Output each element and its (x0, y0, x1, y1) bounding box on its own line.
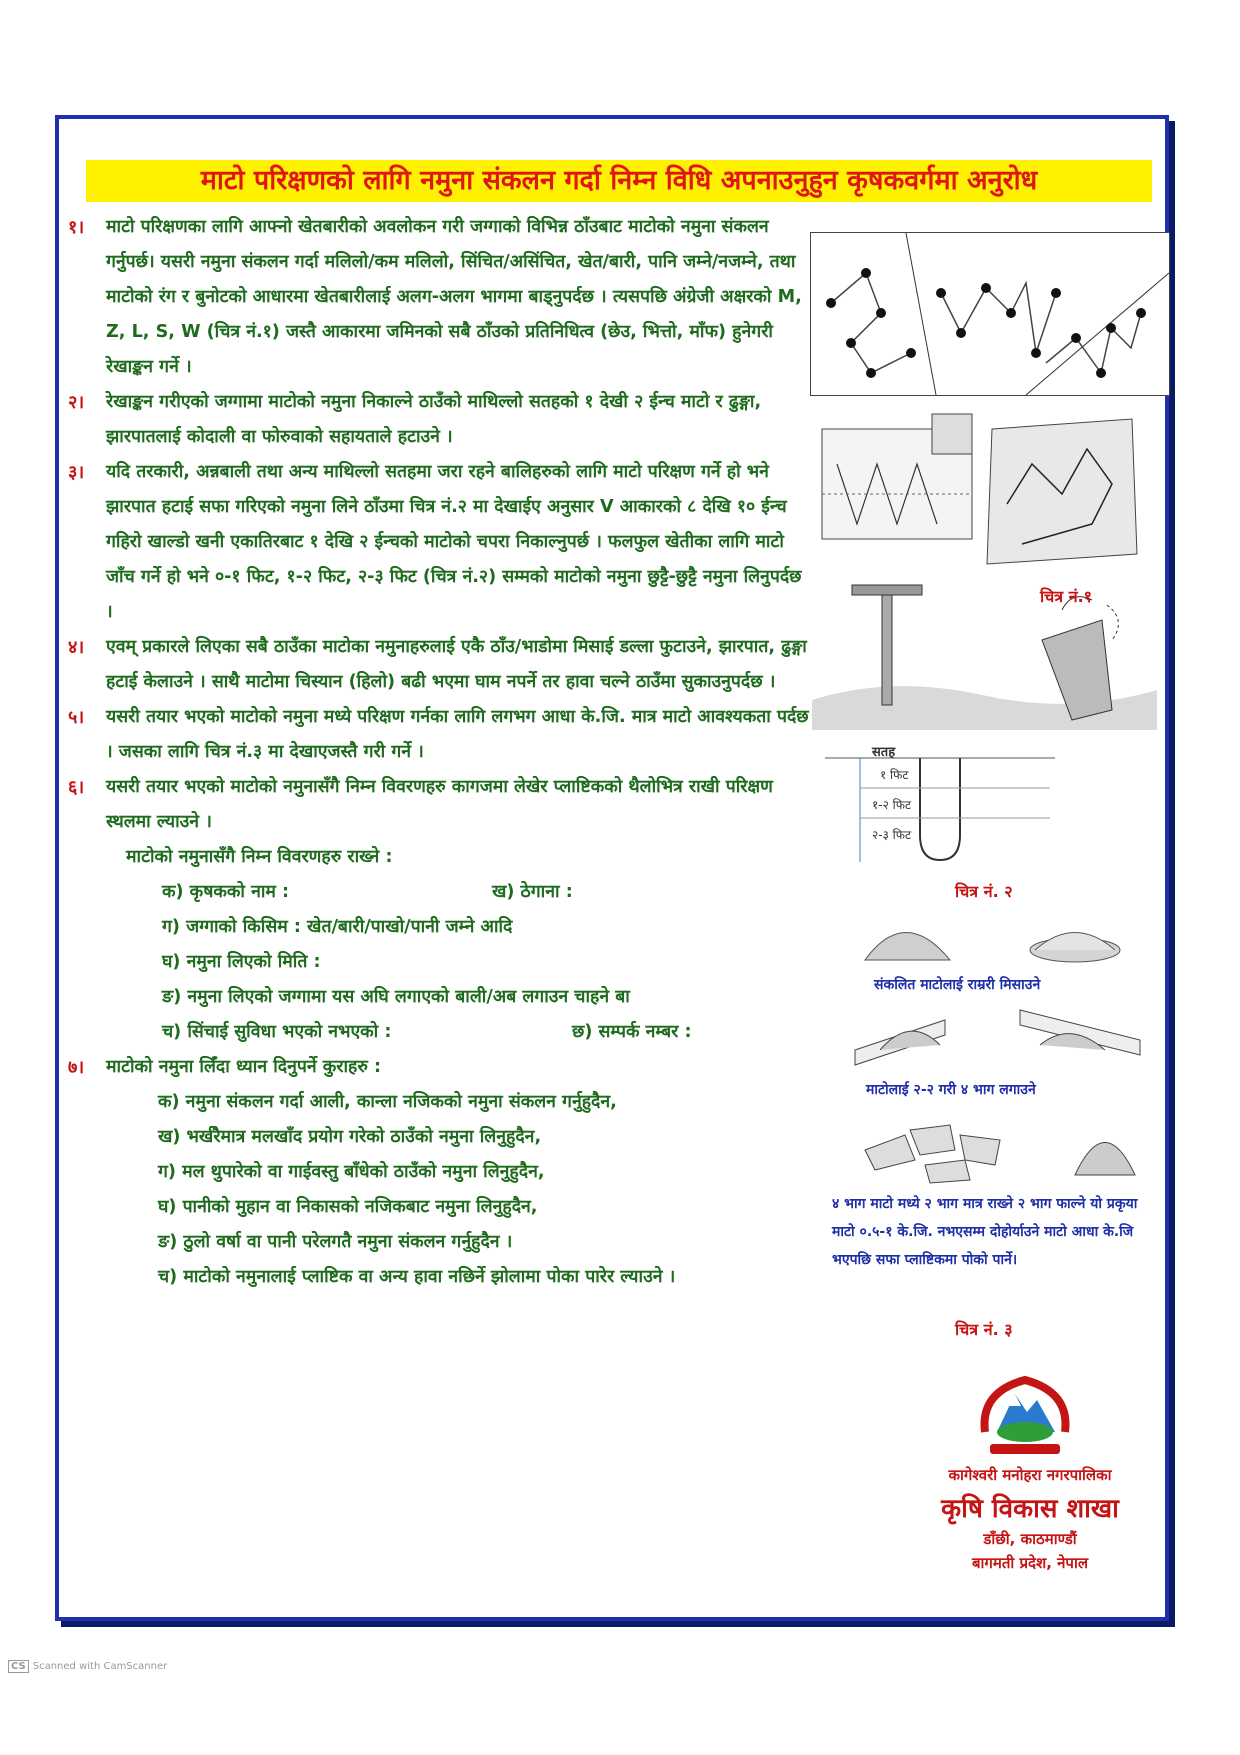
depth-profile-figure (820, 740, 1060, 865)
caution-1: क) नमुना संकलन गर्दा आली, कान्ला नजिकको नमुना संकलन गर्नुहुदैन, (158, 1092, 617, 1112)
item-text: एवम् प्रकारले लिएका सबै ठाउँका माटोका नमुनाहरुलाई एकै ठाँउ/भाडोमा मिसाई डल्ला फुटाउने, झारपात, ढुङ्गा हटाई केलाउने । साथै माटोमा चिस्यान (हिलो) बढी भएमा घाम नपर्ने तर हावा चल्ने ठाउँमा सुकाउनुपर्दछ । (106, 637, 807, 692)
caution-6: च) माटोको नमुनालाई प्लाष्टिक वा अन्य हावा नछिर्ने झोलामा पोका पारेर ल्याउने । (158, 1267, 676, 1287)
detail-crop: ङ) नमुना लिएको जग्गामा यस अघि लगाएको बाली/अब लगाउन चाहने बा (162, 987, 630, 1007)
item-number: ६। (68, 777, 85, 798)
item-1 (68, 210, 813, 385)
detail-address: ख) ठेगाना : (492, 882, 573, 902)
nepal-emblem-logo (975, 1372, 1075, 1458)
item-text: रेखाङ्कन गरीएको जग्गामा माटोको नमुना निकाल्ने ठाउँको माथिल्लो सतहको १ देखी २ ईन्च माटो र ढुङ्गा, झारपातलाई कोदाली वा फोरुवाको सहायताले हटाउने । (106, 392, 762, 447)
item-text: माटो परिक्षणका लागि आफ्नो खेतबारीको अवलोकन गरी जग्गाको विभिन्न ठाँउबाट माटोको नमुना संकलन गर्नुपर्छ। यसरी नमुना संकलन गर्दा मलिलो/कम मलिलो, सिंचित/असिंचित, खेत/बारी, पानि जम्ने/नजम्ने, तथा माटोको रंग र बुनोटको आधारमा खेतबारीलाई अलग-अलग भागमा बाड्नुपर्दछ । त्यसपछि अंग्रेजी अक्षरको M, Z, L, S, W (चित्र नं.१) जस्तै आकारमा जमिनको सबै ठाँउको प्रतिनिधित्व (छेउ, भित्तो, माँफ) हुनेगरी रेखाङ्कन गर्ने । (106, 217, 802, 377)
org-address-1: डाँछी, काठमाण्डौं (983, 1530, 1077, 1548)
soil-heap-figure (855, 905, 1145, 965)
figure-2-caption: चित्र नं. २ (955, 882, 1013, 901)
item-number: ५। (68, 707, 85, 728)
item-4 (68, 630, 813, 700)
item-text: यसरी तयार भएको माटोको नमुनासँगै निम्न विवरणहरु कागजमा लेखेर प्लाष्टिकको थैलोभित्र राखी परिक्षण स्थलमा ल्याउने । (106, 777, 773, 832)
details-row-1 (68, 875, 813, 910)
item-text: यदि तरकारी, अन्नबाली तथा अन्य माथिल्लो सतहमा जरा रहने बालिहरुको लागि माटो परिक्षण गर्ने हो भने झारपात हटाई सफा गरिएको नमुना लिने ठाँउमा चित्र नं.२ मा देखाईए अनुसार V आकारको ८ देखि १० ईन्च गहिरो खाल्डो खनी एकातिरबाट १ देखि २ ईन्चको माटोको चपरा निकाल्नुपर्छ । फलफुल खेतीका लागि माटो जाँच गर्ने हो भने ०-१ फिट, १-२ फिट, २-३ फिट (चित्र नं.२) सम्मको माटोको नमुना छुट्टै-छुट्टै नमुना लिनुपर्दछ । (106, 462, 802, 622)
figure-1-caption: चित्र नं.१ (1040, 587, 1092, 606)
item-number: ४। (68, 637, 85, 658)
item-number: ७। (68, 1057, 85, 1078)
surface-label: सतह (872, 745, 896, 760)
municipality-name: कागेश्वरी मनोहरा नगरपालिका (948, 1466, 1112, 1484)
depth-label-1: १ फिट (880, 768, 909, 782)
item-6 (68, 770, 813, 840)
caution-2: ख) भर्खरैमात्र मलखाँद प्रयोग गरेको ठाउँको नमुना लिनुहुदैन, (158, 1127, 542, 1147)
figure-3-note: ४ भाग माटो मध्ये २ भाग मात्र राख्ने २ भाग फाल्ने यो प्रकृया माटो ०.५-१ के.जि. नभएसम्म दोहोर्याउने माटो आधा के.जि भएपछि सफा प्लाष्टिकमा पोको पार्ने। (832, 1196, 1138, 1268)
instructions (68, 210, 813, 1295)
caution-4: घ) पानीको मुहान वा निकासको नजिकबाट नमुना लिनुहुदैन, (158, 1197, 538, 1217)
depth-label-3: २-३ फिट (872, 828, 912, 842)
field-diagram-figure (812, 404, 1142, 574)
item-7 (68, 1050, 813, 1085)
sampling-pattern-figure (810, 232, 1170, 396)
item-2 (68, 385, 813, 455)
item-number: २। (68, 392, 85, 413)
caution-3: ग) मल थुपारेको वा गाईवस्तु बाँधेको ठाउँको नमुना लिनुहुदैन, (158, 1162, 545, 1182)
org-address-2: बागमती प्रदेश, नेपाल (971, 1554, 1089, 1572)
scanner-badge: CS (8, 1660, 29, 1673)
details-heading: माटोको नमुनासँगै निम्न विवरणहरु राख्ने : (126, 847, 393, 867)
scanner-text: Scanned with CamScanner (32, 1661, 168, 1672)
item-text: यसरी तयार भएको माटोको नमुना मध्ये परिक्षण गर्नका लागि लगभग आधा के.जि. मात्र माटो आवश्यकता पर्दछ । जसका लागि चित्र नं.३ मा देखाएजस्तै गरी गर्ने । (106, 707, 809, 762)
figure-3a-caption: संकलित माटोलाई राम्ररी मिसाउने (874, 977, 1041, 993)
detail-sample-date: घ) नमुना लिएको मिति : (162, 952, 321, 972)
item-number: १। (68, 217, 85, 238)
detail-irrigation: च) सिंचाई सुविधा भएको नभएको : (162, 1022, 392, 1042)
detail-contact: छ) सम्पर्क नम्बर : (572, 1022, 692, 1042)
detail-farmer-name: क) कृषकको नाम : (162, 882, 290, 902)
item-3 (68, 455, 813, 630)
scanner-footer (8, 1660, 167, 1673)
item-text: माटोको नमुना लिँदा ध्यान दिनुपर्ने कुराहरु : (106, 1057, 382, 1077)
depth-label-2: १-२ फिट (872, 798, 912, 812)
auger-sampling-figure (812, 580, 1157, 730)
item-number: ३। (68, 462, 85, 483)
divide-soil-figure (850, 995, 1155, 1075)
figure-3b-caption: माटोलाई २-२ गरी ४ भाग लगाउने (866, 1082, 1036, 1098)
page-title: माटो परिक्षणको लागि नमुना संकलन गर्दा निम्न विधि अपनाउनुहुन कृषकवर्गमा अनुरोध (86, 160, 1152, 202)
figure-3-caption: चित्र नं. ३ (955, 1320, 1013, 1339)
caution-5: ङ) ठुलो वर्षा वा पानी परेलगतै नमुना संकलन गर्नुहुदैन । (158, 1232, 513, 1252)
branch-name: कृषि विकास शाखा (941, 1494, 1119, 1524)
item-5 (68, 700, 813, 770)
detail-land-type: ग) जग्गाको किसिम : खेत/बारी/पाखो/पानी जम्ने आदि (162, 917, 513, 937)
quartering-figure (850, 1105, 1160, 1185)
organization-block (910, 1465, 1150, 1573)
details-row-2 (68, 1015, 813, 1050)
